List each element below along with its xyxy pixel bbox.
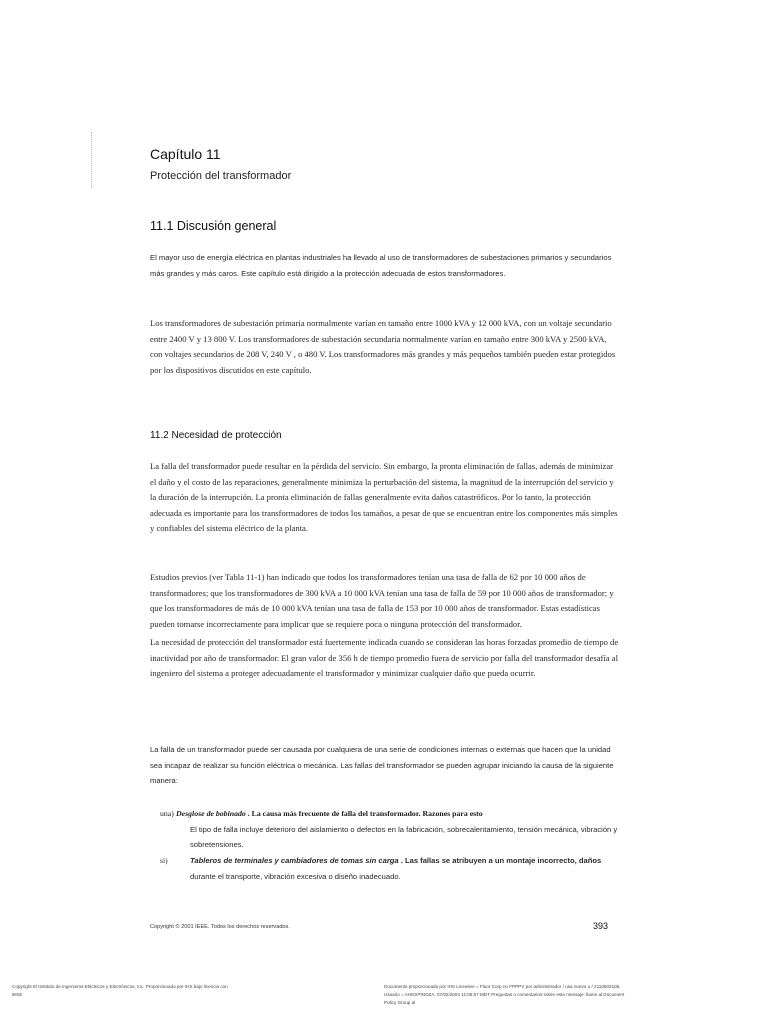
paragraph-failure-loss: La falla del transformador puede resultar en la pérdida del servicio. Sin embargo, la pronta eliminación de fallas, además de minimizar el daño y el costo de las reparaciones, generalmente minimiza la perturbación del sistema, la magnitud de la interrupción del servicio y la duración de la interrupción. La pronta eliminación de fallas generalmente evita daños catastróficos. Por lo tanto, la protección adecuada es importante para los transformadores de todos los tamaños, a pesar de que se encuentran entre los componentes más simples y confiables del sistema eléctrico de la planta. <box>150 461 618 533</box>
list-item-title: Tableros de terminales y cambiadores de tomas sin carga <box>190 856 399 865</box>
list-item-winding-breakdown <box>160 806 620 821</box>
section-heading-general: 11.1 Discusión general <box>150 219 277 233</box>
margin-dotted-line <box>91 132 92 188</box>
copyright-notice: Copyright © 2001 IEEE. Todos los derechos reservados. <box>150 924 290 930</box>
paragraph-intro: El mayor uso de energía eléctrica en plantas industriales ha llevado al uso de transformadores de subestaciones primarios y secundarios más grandes y más caros. Este capítulo está dirigido a la protección adecuada de estos transformadores. <box>150 253 612 278</box>
paragraph-sizes: Los transformadores de subestación primaria normalmente varían en tamaño entre 1000 kVA y 12 000 kVA, con un voltaje secundario entre 2400 V y 13 800 V. Los transformadores de subestación secundaria normalmente varían en tamaño entre 300 kVA y 2500 kVA, con voltajes secundarios de 208 V, 240 V , o 480 V. Los transformadores más grandes y más pequeños también pueden estar protegidos por los dispositivos discutidos en este capítulo. <box>150 318 616 375</box>
chapter-title: Capítulo 11 <box>150 146 221 162</box>
list-item-terminal-boards <box>160 853 620 868</box>
list-marker: si) <box>160 856 168 865</box>
list-marker: una) <box>160 809 174 818</box>
page-number: 393 <box>593 921 609 931</box>
list-item-body: El tipo de falla incluye deterioro del aislamiento o defectos en la fabricación, sobrecalentamiento, tensión mecánica, vibración y sobretensiones. <box>190 825 618 849</box>
list-item-lead: . Las fallas se atribuyen a un montaje incorrecto, daños <box>398 856 602 865</box>
list-item-body: durante el transporte, vibración excesiva o diseño inadecuado. <box>190 872 401 881</box>
chapter-subtitle: Protección del transformador <box>150 170 292 182</box>
section-heading-need: 11.2 Necesidad de protección <box>150 430 282 441</box>
paragraph-causes: La falla de un transformador puede ser causada por cualquiera de una serie de condiciones internas o externas que hacen que la unidad sea incapaz de realizar su función eléctrica o mecánica. Las fallas del transformador se pueden agrupar iniciando la causa de la siguiente manera: <box>150 745 614 785</box>
paragraph-studies: Estudios previos (ver Tabla 11-1) han indicado que todos los transformadores tenían una tasa de falla de 62 por 10 000 años de transformadores; que los transformadores de 300 kVA a 10 000 kVA tenían una tasa de falla de 59 por 10 000 años de transformador; y que los transformadores de más de 10 000 kVA tenían una tasa de falla de 153 por 10 000 años de transformador. Estas estadísticas pueden tomarse incorrectamente para implicar que se requiere poca o ninguna protección del transformador. <box>150 572 614 629</box>
list-item-lead: . La causa más frecuente de falla del transformador. Razones para esto <box>245 809 483 818</box>
paragraph-downtime: La necesidad de protección del transformador está fuertemente indicada cuando se consideran las horas forzadas promedio de tiempo de inactividad por año de transformador. El gran valor de 356 h de tiempo promedio fuera de servicio por falla del transformador desafía al ingeniero del sistema a proteger adecuadamente el transformador y minimizar cualquier daño que pueda ocurrir. <box>150 637 619 678</box>
license-notice: Copyright El Instituto de Ingenieros Eléctricos y Electrónicos, Inc. Proporcionado por IHS bajo licencia con IEEE <box>12 984 228 997</box>
list-item-title: Desglose de bobinado <box>176 809 246 818</box>
document-provider-notice: Documento proporcionado por IHS Licensee = Fluor Corp no FPPPV por administrador / usa nuevo u / 2110503106, Usuario = AHESPINOZA, 07/02/2004 11:08:57 MDT Preguntas o comentarios sobre este mensaje: llame al Document Policy Group al <box>384 984 625 1005</box>
